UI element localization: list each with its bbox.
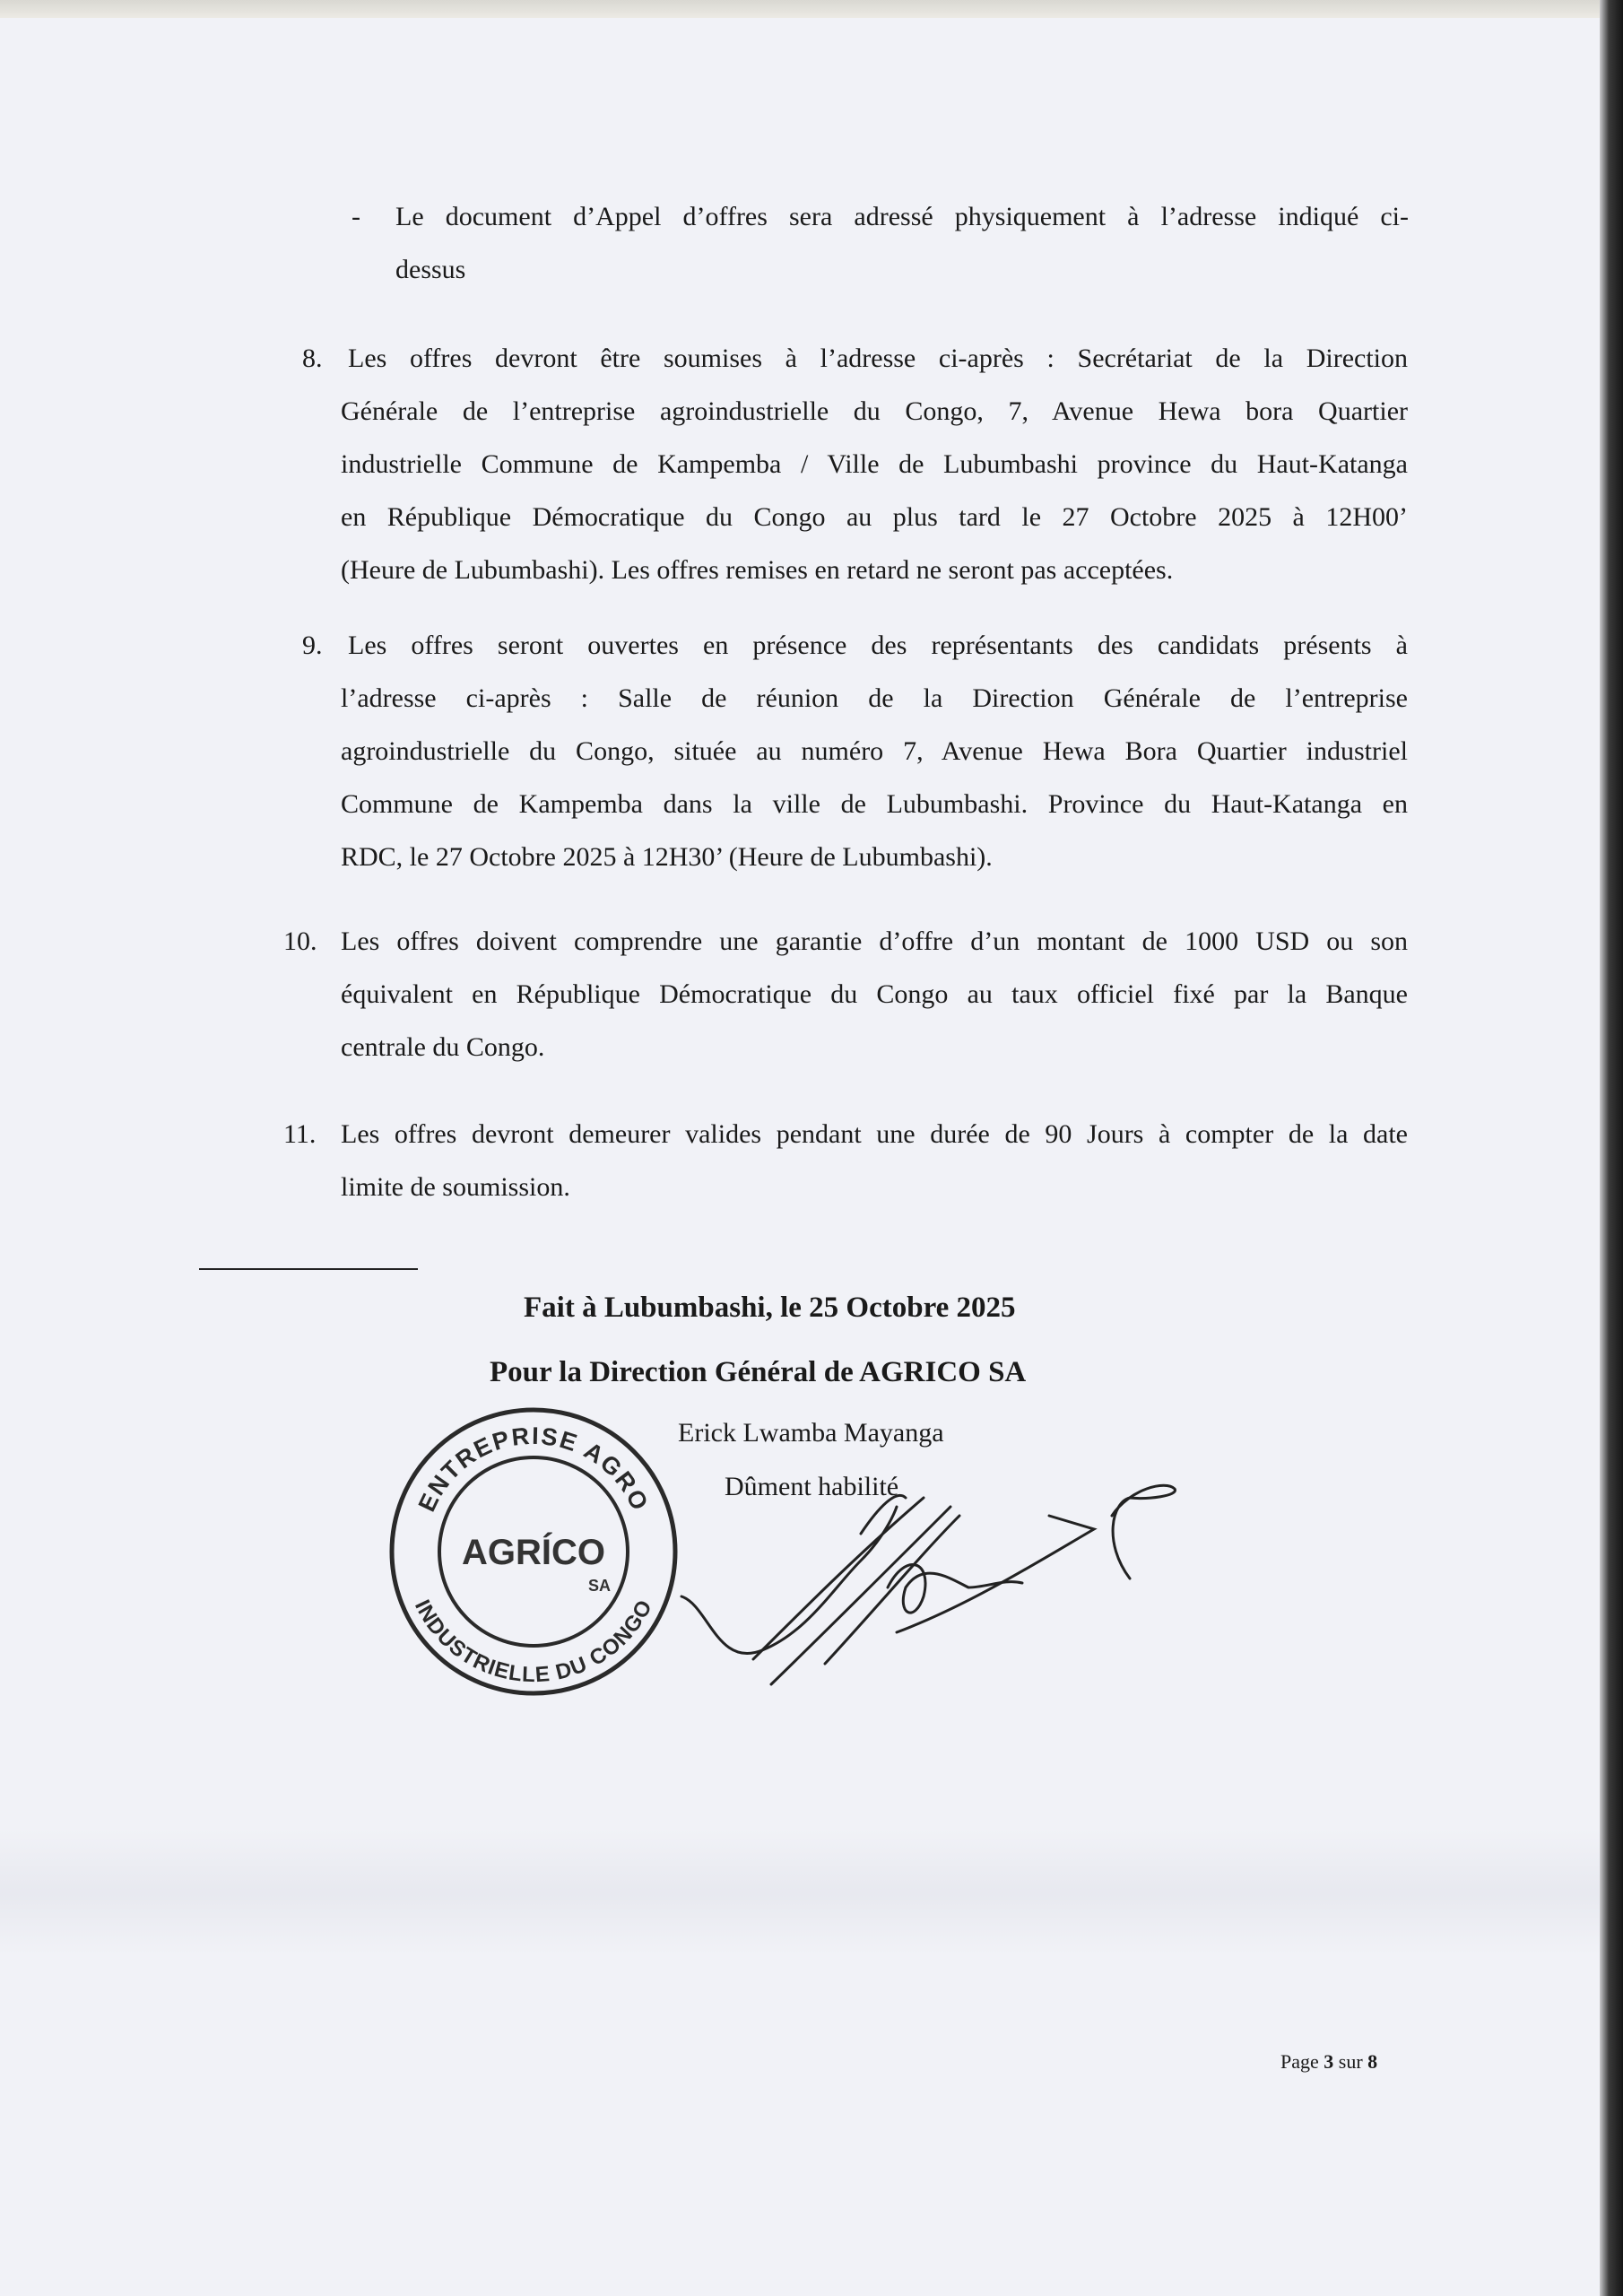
page-label: Page bbox=[1280, 2050, 1319, 2073]
item-number: 11. bbox=[283, 1119, 317, 1149]
svg-text:INDUSTRIELLE DU CONGO bbox=[410, 1596, 657, 1687]
signatory-name: Erick Lwamba Mayanga bbox=[678, 1418, 944, 1448]
bullet-marker: - bbox=[352, 202, 360, 231]
item-line: (Heure de Lubumbashi). Les offres remises en retard ne seront pas acceptées. bbox=[341, 555, 1174, 585]
on-behalf: Pour la Direction Général de AGRICO SA bbox=[490, 1356, 1027, 1388]
page-number bbox=[1280, 2050, 1377, 2074]
stamp-top-text: ENTREPRISE AGRO bbox=[412, 1422, 655, 1516]
stamp-logo: AGRÍCO bbox=[462, 1533, 605, 1572]
item-line: Les offres seront ouvertes en présence des représentants des candidats présents à bbox=[348, 631, 1408, 660]
item-line: RDC, le 27 Octobre 2025 à 12H30’ (Heure de Lubumbashi). bbox=[341, 842, 993, 872]
stamp-logo-sub: SA bbox=[588, 1577, 612, 1595]
item-line: Les offres doivent comprendre une garantie d’offre d’un montant de 1000 USD ou son bbox=[341, 926, 1408, 956]
item-number: 9. bbox=[302, 631, 323, 660]
page-total: 8 bbox=[1367, 2050, 1378, 2073]
item-line: limite de soumission. bbox=[341, 1172, 570, 1202]
item-line: l’adresse ci-après : Salle de réunion de la Direction Générale de l’entreprise bbox=[341, 683, 1408, 713]
signatory-capacity: Dûment habilité bbox=[725, 1472, 899, 1501]
item-number: 10. bbox=[283, 926, 317, 956]
bullet-line: Le document d’Appel d’offres sera adressé physiquement à l’adresse indiqué ci- bbox=[395, 202, 1409, 231]
item-line: Les offres devront demeurer valides pendant une durée de 90 Jours à compter de la date bbox=[341, 1119, 1408, 1149]
item-line: Les offres devront être soumises à l’adresse ci-après : Secrétariat de la Direction bbox=[348, 344, 1408, 373]
page-current: 3 bbox=[1324, 2050, 1334, 2073]
item-line: centrale du Congo. bbox=[341, 1032, 545, 1062]
bullet-line: dessus bbox=[395, 255, 466, 284]
handwritten-signature bbox=[628, 1453, 1309, 1704]
item-line: agroindustrielle du Congo, située au numéro 7, Avenue Hewa Bora Quartier industriel bbox=[341, 736, 1408, 766]
separator-line bbox=[199, 1268, 418, 1270]
item-line: industrielle Commune de Kampemba / Ville de Lubumbashi province du Haut-Katanga bbox=[341, 449, 1408, 479]
scan-fold-shadow bbox=[0, 1830, 1600, 1955]
scan-right-edge bbox=[1600, 0, 1623, 2296]
item-line: équivalent en République Démocratique du Congo au taux officiel fixé par la Banque bbox=[341, 979, 1408, 1009]
item-line: Générale de l’entreprise agroindustrielle du Congo, 7, Avenue Hewa bora Quartier bbox=[341, 396, 1408, 426]
item-line: en République Démocratique du Congo au plus tard le 27 Octobre 2025 à 12H00’ bbox=[341, 502, 1408, 532]
stamp-bottom-text: INDUSTRIELLE DU CONGO bbox=[409, 1596, 658, 1688]
item-line: Commune de Kampemba dans la ville de Lubumbashi. Province du Haut-Katanga en bbox=[341, 789, 1408, 819]
item-number: 8. bbox=[302, 344, 323, 373]
page-of: sur bbox=[1338, 2050, 1363, 2073]
place-date: Fait à Lubumbashi, le 25 Octobre 2025 bbox=[524, 1292, 1016, 1324]
scan-top-edge bbox=[0, 0, 1623, 18]
